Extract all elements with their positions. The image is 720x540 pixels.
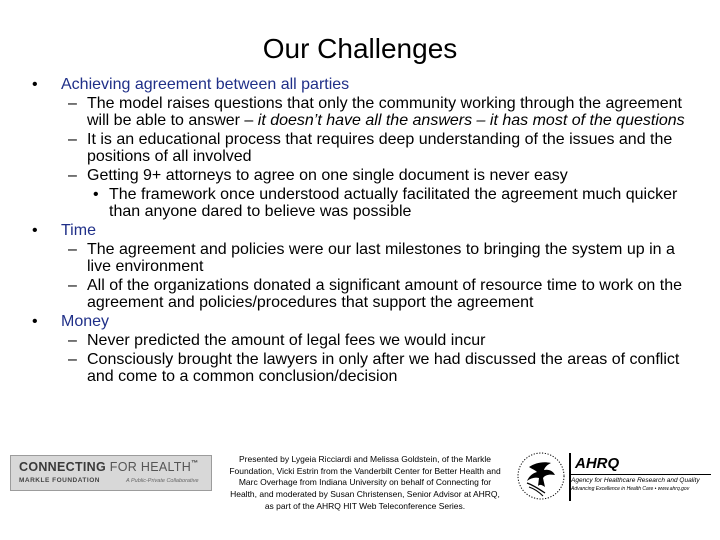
cfh-logo-sub1: MARKLE FOUNDATION — [19, 477, 100, 484]
sub-bullet-text: The model raises questions that only the community working through the agreement will be able to answer – — [87, 95, 682, 129]
dash-marker: – — [68, 131, 77, 148]
sub-bullet — [61, 351, 698, 385]
footer — [0, 447, 720, 540]
bullet-text: Money — [61, 313, 110, 330]
cfh-logo-sub2: A Public-Private Collaborative — [126, 478, 199, 484]
bullet-time — [28, 222, 698, 239]
sub-bullet — [61, 131, 698, 165]
sub-bullet-italic-text: it doesn’t have all the answers – it has most of the questions — [257, 112, 685, 129]
sub-bullet-text: Consciously brought the lawyers in only after we had discussed the areas of conflict and come to a common conclusion/decision — [87, 351, 680, 385]
dash-marker: – — [68, 95, 77, 112]
sub-bullet-text: It is an educational process that requires deep understanding of the issues and the positions of all involved — [87, 131, 673, 165]
dash-marker: – — [68, 241, 77, 258]
hhs-eagle-icon — [515, 449, 567, 504]
bullet-marker: • — [32, 222, 38, 239]
bullet-marker: • — [32, 76, 38, 93]
bullet-marker: • — [32, 313, 38, 330]
sub-bullet — [61, 277, 698, 311]
sub-bullet — [61, 241, 698, 275]
bullet-text: Achieving agreement between all parties — [61, 76, 350, 93]
sub-bullet — [61, 95, 698, 129]
ahrq-logo-line2: Advancing Excellence in Health Care • www.ahrq.gov — [571, 486, 690, 492]
sub-bullet — [61, 332, 698, 349]
cfh-logo-tm: ™ — [191, 460, 199, 467]
dash-marker: – — [68, 351, 77, 368]
presenter-credit: Presented by Lygeia Ricciardi and Melissa Goldstein, of the Markle Foundation, Vicki Estrin from the Vanderbilt Center for Better Health and Marc Overhage from Indiana University on behalf of Connecting for Health, and moderated by Susan Christensen, Senior Advisor at AHRQ, as part of the AHRQ HIT Web Teleconference Series. — [229, 454, 501, 511]
sub-sub-bullet — [87, 186, 698, 220]
bullet-marker: • — [93, 186, 99, 203]
ahrq-logo-line1: Agency for Healthcare Research and Quality — [571, 477, 700, 484]
dash-marker: – — [68, 167, 77, 184]
bullet-agreement — [28, 76, 698, 93]
cfh-logo-light: FOR HEALTH — [106, 460, 192, 474]
sub-bullet-text: Getting 9+ attorneys to agree on one single document is never easy — [87, 167, 568, 184]
dash-marker: – — [68, 277, 77, 294]
ahrq-logo — [515, 449, 715, 504]
sub-bullet — [61, 167, 698, 184]
slide-title: Our Challenges — [262, 33, 458, 64]
sub-bullet-text: The agreement and policies were our last milestones to bringing the system up in a live environment — [87, 241, 675, 275]
slide-body — [28, 74, 698, 385]
dash-marker: – — [68, 332, 77, 349]
sub-bullet-text: Never predicted the amount of legal fees we would incur — [87, 332, 486, 349]
bullet-money — [28, 313, 698, 330]
cfh-logo-bold: CONNECTING — [19, 460, 107, 474]
connecting-for-health-logo — [10, 455, 212, 491]
sub-bullet-text: All of the organizations donated a significant amount of resource time to work on the agreement and policies/procedures that support the agreement — [87, 277, 683, 311]
ahrq-logo-name: AHRQ — [575, 455, 620, 472]
cfh-logo-title — [19, 460, 198, 474]
sub-sub-bullet-text: The framework once understood actually facilitated the agreement much quicker than anyone dared to believe was possible — [109, 186, 678, 220]
bullet-text: Time — [61, 222, 96, 239]
ahrq-rule — [571, 474, 711, 475]
